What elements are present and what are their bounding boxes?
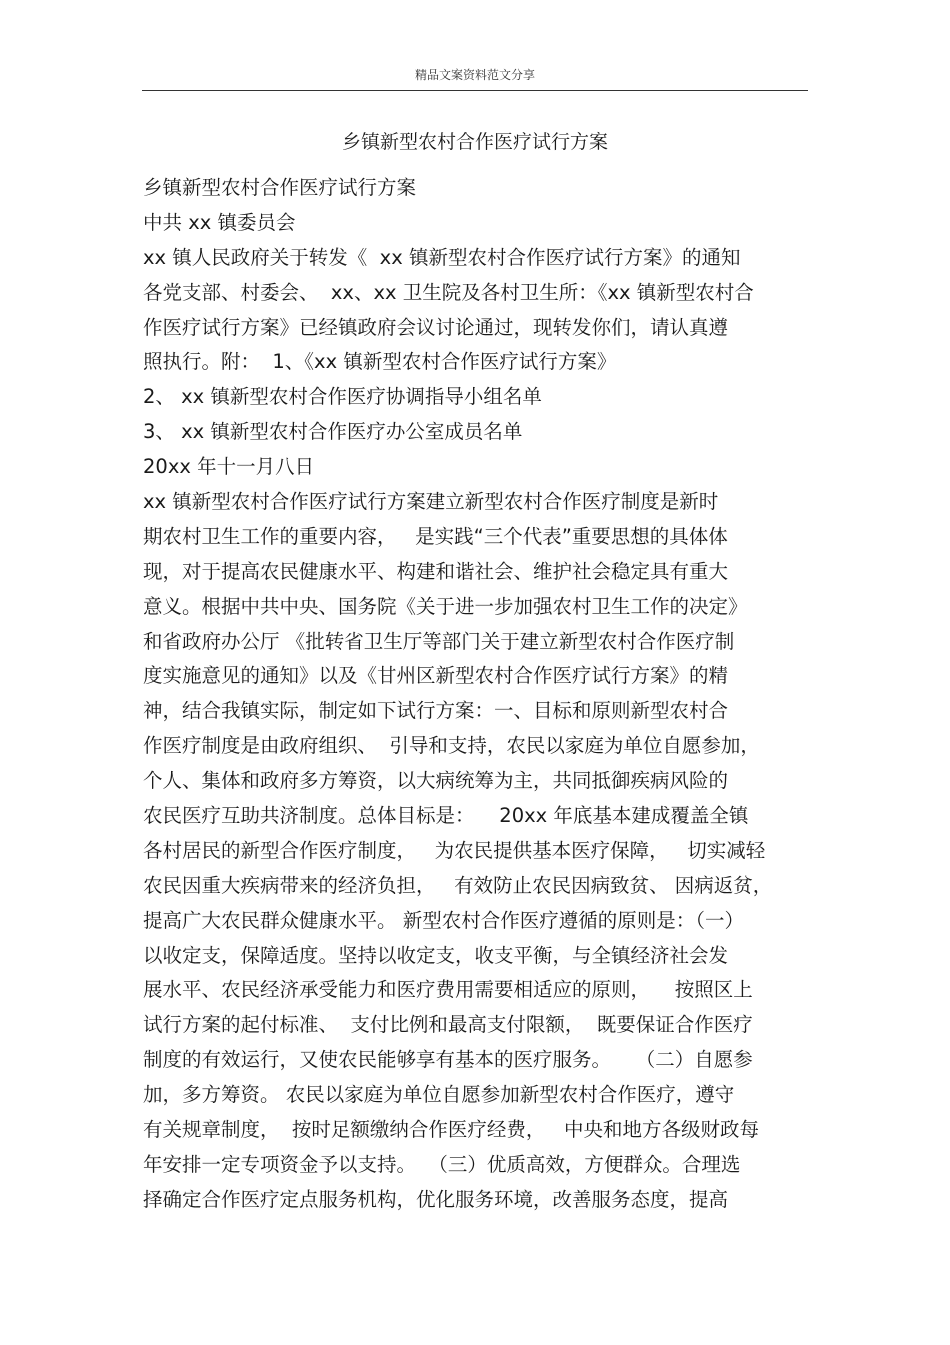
body-line: xx 镇人民政府关于转发《 xx 镇新型农村合作医疗试行方案》的通知 — [143, 245, 741, 269]
body-line: 期农村卫生工作的重要内容， 是实践“三个代表”重要思想的具体体 — [143, 524, 728, 548]
body-line: 个人、集体和政府多方筹资，以大病统筹为主，共同抵御疾病风险的 — [143, 769, 729, 793]
body-line: 度实施意见的通知》以及《甘州区新型农村合作医疗试行方案》的精 — [143, 664, 729, 688]
body-line: 以收定支，保障适度。坚持以收定支，收支平衡，与全镇经济社会发 — [143, 943, 729, 967]
body-line: xx 镇新型农村合作医疗试行方案建立新型农村合作医疗制度是新时 — [143, 490, 719, 514]
body-line: 制度的有效运行，又使农民能够享有基本的医疗服务。 （二）自愿参 — [143, 1048, 753, 1072]
body-line: 提高广大农民群众健康水平。 新型农村合作医疗遵循的原则是：（一） — [143, 908, 744, 932]
body-line: 农民因重大疾病带来的经济负担， 有效防止农民因病致贫、 因病返贫， — [143, 873, 773, 897]
body-line: 20xx 年十一月八日 — [143, 455, 315, 479]
body-line: 择确定合作医疗定点服务机构，优化服务环境，改善服务态度，提高 — [143, 1187, 729, 1211]
body-line: 和省政府办公厅 《批转省卫生厅等部门关于建立新型农村合作医疗制 — [143, 629, 735, 653]
body-line: 神，结合我镇实际，制定如下试行方案：一、目标和原则新型农村合 — [143, 699, 729, 723]
body-line: 乡镇新型农村合作医疗试行方案 — [143, 176, 417, 199]
body-line: 现，对于提高农民健康水平、构建和谐社会、维护社会稳定具有重大 — [143, 559, 729, 583]
body-line: 展水平、农民经济承受能力和医疗费用需要相适应的原则， 按照区上 — [143, 978, 753, 1002]
body-line: 意义。根据中共中央、国务院《关于进一步加强农村卫生工作的决定》 — [143, 594, 748, 618]
body-line: 各党支部、村委会、 xx、xx 卫生院及各村卫生所：《xx 镇新型农村合 — [143, 280, 754, 304]
document-body — [143, 171, 807, 1218]
body-line: 作医疗制度是由政府组织、 引导和支持，农民以家庭为单位自愿参加， — [143, 734, 760, 758]
body-line: 年安排一定专项资金予以支持。 （三）优质高效，方便群众。合理选 — [143, 1152, 741, 1176]
body-line: 各村居民的新型合作医疗制度， 为农民提供基本医疗保障， 切实减轻 — [143, 838, 766, 862]
body-line: 2、 xx 镇新型农村合作医疗协调指导小组名单 — [143, 385, 542, 409]
running-header: 精品文案资料范文分享 — [414, 68, 535, 82]
document-title: 乡镇新型农村合作医疗试行方案 — [341, 131, 608, 153]
body-line: 有关规章制度， 按时足额缴纳合作医疗经费， 中央和地方各级财政每 — [143, 1118, 759, 1142]
body-line: 照执行。附： 1、《xx 镇新型农村合作医疗试行方案》 — [143, 350, 617, 374]
header-rule — [142, 90, 808, 91]
body-line: 作医疗试行方案》已经镇政府会议讨论通过，现转发你们，请认真遵 — [143, 315, 729, 339]
body-line: 加，多方筹资。 农民以家庭为单位自愿参加新型农村合作医疗，遵守 — [143, 1083, 735, 1107]
body-line: 试行方案的起付标准、 支付比例和最高支付限额， 既要保证合作医疗 — [143, 1013, 753, 1037]
body-line: 3、 xx 镇新型农村合作医疗办公室成员名单 — [143, 420, 523, 444]
body-line: 农民医疗互助共济制度。总体目标是： 20xx 年底基本建成覆盖全镇 — [143, 804, 749, 828]
body-line: 中共 xx 镇委员会 — [143, 210, 296, 234]
